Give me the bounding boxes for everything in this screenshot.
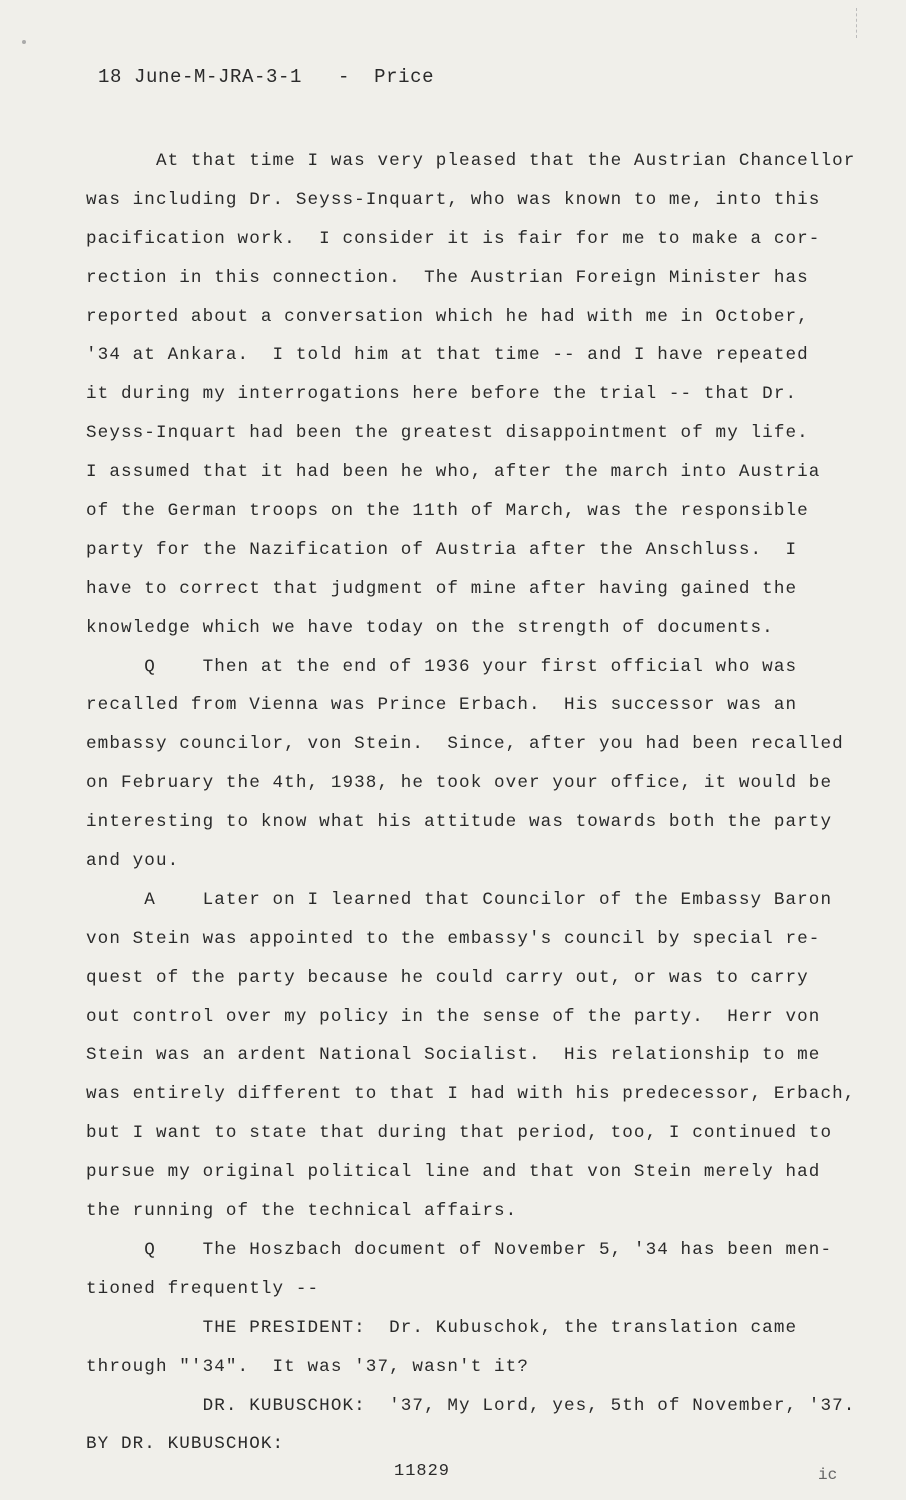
transcript-line: pacification work. I consider it is fair for me to make a cor- <box>86 228 821 249</box>
transcript-line: rection in this connection. The Austrian Foreign Minister has <box>86 267 809 288</box>
transcript-line: BY DR. KUBUSCHOK: <box>86 1434 285 1455</box>
transcript-line: A Later on I learned that Councilor of the Embassy Baron <box>86 889 833 910</box>
transcript-line: pursue my original political line and that von Stein merely had <box>86 1162 821 1183</box>
transcript-line: of the German troops on the 11th of March, was the responsible <box>86 501 809 522</box>
transcript-line: embassy councilor, von Stein. Since, after you had been recalled <box>86 734 844 755</box>
transcript-line: party for the Nazification of Austria after the Anschluss. I <box>86 539 798 560</box>
transcript-line: recalled from Vienna was Prince Erbach. His successor was an <box>86 695 798 716</box>
transcript-line: Q The Hoszbach document of November 5, '34 has been men- <box>86 1239 833 1260</box>
transcript-line: DR. KUBUSCHOK: '37, My Lord, yes, 5th of November, '37. <box>86 1395 856 1416</box>
transcript-line: the running of the technical affairs. <box>86 1201 518 1222</box>
page-number: 11829 <box>394 1462 451 1481</box>
transcript-line: but I want to state that during that period, too, I continued to <box>86 1123 833 1144</box>
transcript-line: and you. <box>86 851 180 872</box>
transcript-line: knowledge which we have today on the strength of documents. <box>86 617 774 638</box>
edge-mark <box>856 8 858 38</box>
transcript-line: Stein was an ardent National Socialist. His relationship to me <box>86 1045 821 1066</box>
transcript-line: quest of the party because he could carry out, or was to carry <box>86 967 809 988</box>
transcript-line: At that time I was very pleased that the Austrian Chancellor <box>86 151 856 171</box>
transcript-line: was entirely different to that I had with his predecessor, Erbach, <box>86 1084 856 1105</box>
transcript-body <box>86 142 866 1464</box>
header-dash: - <box>338 66 351 88</box>
transcript-line: was including Dr. Seyss-Inquart, who was known to me, into this <box>86 189 821 210</box>
transcript-line: THE PRESIDENT: Dr. Kubuschok, the translation came <box>86 1317 798 1338</box>
transcript-line: through "'34". It was '37, wasn't it? <box>86 1356 530 1377</box>
header-name: Price <box>374 66 435 88</box>
transcript-line: Seyss-Inquart had been the greatest disappointment of my life. <box>86 423 809 444</box>
transcript-line: Q Then at the end of 1936 your first official who was <box>86 656 798 677</box>
page-header <box>98 66 434 88</box>
transcript-line: on February the 4th, 1938, he took over your office, it would be <box>86 773 833 794</box>
transcript-line: tioned frequently -- <box>86 1278 320 1299</box>
transcript-line: it during my interrogations here before the trial -- that Dr. <box>86 384 798 405</box>
margin-mark <box>22 40 26 44</box>
header-ref: 18 June-M-JRA-3-1 <box>98 66 303 88</box>
transcript-line: '34 at Ankara. I told him at that time -- and I have repeated <box>86 345 809 366</box>
transcript-line: have to correct that judgment of mine after having gained the <box>86 578 798 599</box>
transcript-line: reported about a conversation which he had with me in October, <box>86 306 809 327</box>
transcript-line: out control over my policy in the sense of the party. Herr von <box>86 1006 821 1027</box>
footer-tag: ic <box>818 1466 838 1484</box>
transcript-line: interesting to know what his attitude was towards both the party <box>86 812 833 833</box>
transcript-line: I assumed that it had been he who, after the march into Austria <box>86 462 821 483</box>
transcript-line: von Stein was appointed to the embassy's council by special re- <box>86 928 821 949</box>
